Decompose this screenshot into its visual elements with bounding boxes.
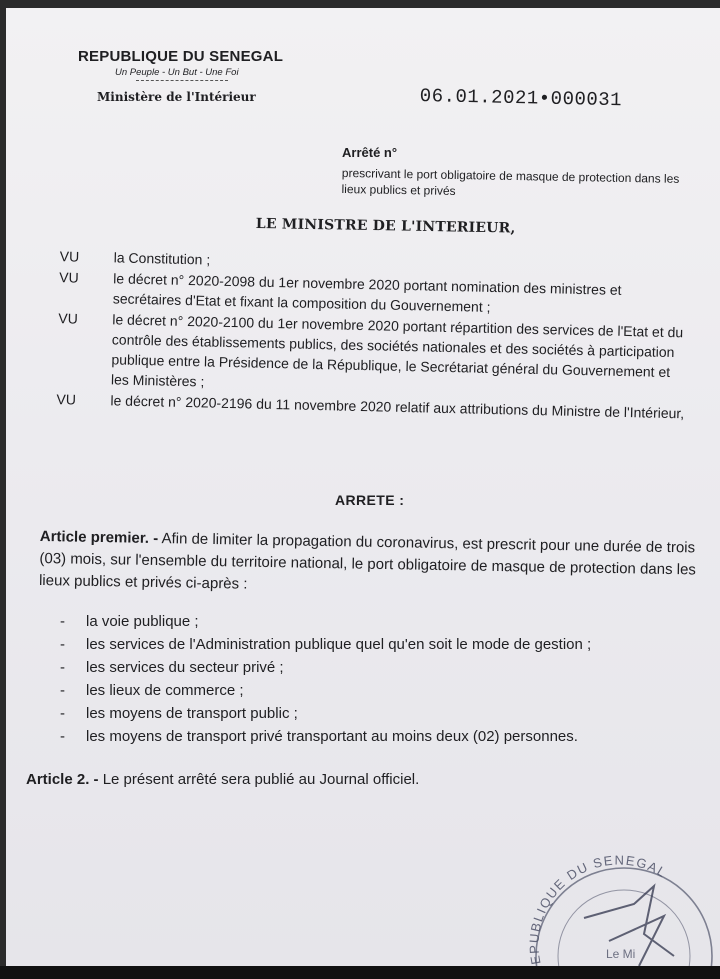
list-item xyxy=(56,679,676,702)
arrete-subject: prescrivant le port obligatoire de masque de protection dans les lieux publics et privés xyxy=(341,165,680,198)
minister-heading: LE MINISTRE DE L'INTERIEUR, xyxy=(255,216,516,237)
consideration-text: le décret n° 2020-2098 du 1er novembre 2020 portant nomination des ministres et secrétaires d'Etat et fixant la composition du Gouvernement ; xyxy=(112,270,622,315)
article-2 xyxy=(26,771,419,788)
header-divider xyxy=(136,80,228,81)
consideration-item xyxy=(51,308,693,402)
list-item-text: les moyens de transport public ; xyxy=(86,705,298,722)
bullet-dash: - xyxy=(60,728,65,745)
ministry-name: Ministère de l'Intérieur xyxy=(97,90,256,104)
consideration-text: le décret n° 2020-2100 du 1er novembre 2020 portant répartition des services de l'Etat et du contrôle des établissements publics, des sociétés nationales et des sociétés à participation publique entre la Présidence de la République, le Secrétariat général du Gouvernement et les Ministères ; xyxy=(110,311,684,390)
list-item-text: les lieux de commerce ; xyxy=(86,682,244,699)
consideration-key: VU xyxy=(59,269,79,286)
document-number: 06.01.2021•000031 xyxy=(419,85,623,112)
article-1-text: Afin de limiter la propagation du coronavirus, est prescrit pour une durée de trois (03) mois, sur l'ensemble du territoire national, le port obligatoire de masque de protection dans les lieux publics et privés ci-après : xyxy=(38,530,697,593)
national-motto: Un Peuple - Un But - Une Foi xyxy=(115,67,239,78)
list-item-text: les services de l'Administration publique quel qu'en soit le mode de gestion ; xyxy=(86,636,592,653)
locations-list xyxy=(56,610,676,748)
stamp-inner-text: Le Mi xyxy=(606,947,636,961)
article-1 xyxy=(39,526,700,604)
consideration-text: le décret n° 2020-2196 du 11 novembre 2020 relatif aux attributions du Ministre de l'Intérieur, xyxy=(110,392,685,422)
bullet-dash: - xyxy=(60,705,65,722)
official-stamp xyxy=(524,846,714,966)
list-item xyxy=(56,610,676,633)
list-item xyxy=(56,633,676,656)
consideration-key: VU xyxy=(59,248,80,265)
consideration-key: VU xyxy=(58,310,78,327)
list-item xyxy=(56,702,676,725)
list-item xyxy=(56,725,676,748)
bullet-dash: - xyxy=(60,613,65,630)
bullet-dash: - xyxy=(60,659,65,676)
considerations-list xyxy=(50,246,694,424)
country-name: REPUBLIQUE DU SENEGAL xyxy=(78,48,284,65)
list-item-text: la voie publique ; xyxy=(86,613,199,630)
list-item xyxy=(56,656,676,679)
list-item-text: les moyens de transport privé transportant au moins deux (02) personnes. xyxy=(86,728,578,745)
consideration-key: VU xyxy=(56,391,77,408)
document-page xyxy=(6,8,720,966)
bullet-dash: - xyxy=(60,682,65,699)
list-item-text: les services du secteur privé ; xyxy=(86,659,284,676)
arrete-number-label: Arrêté n° xyxy=(342,145,398,160)
article-2-text: Le présent arrêté sera publié au Journal officiel. xyxy=(102,771,420,788)
article-1-title: Article premier. - xyxy=(39,527,159,548)
bottom-bar xyxy=(0,966,720,979)
stamp-text: EPUBLIQUE DU SENEGAL xyxy=(526,852,670,966)
consideration-text: la Constitution ; xyxy=(113,249,211,268)
article-2-title: Article 2. - xyxy=(26,771,99,788)
bullet-dash: - xyxy=(60,636,65,653)
arrete-heading: ARRETE : xyxy=(335,492,405,508)
